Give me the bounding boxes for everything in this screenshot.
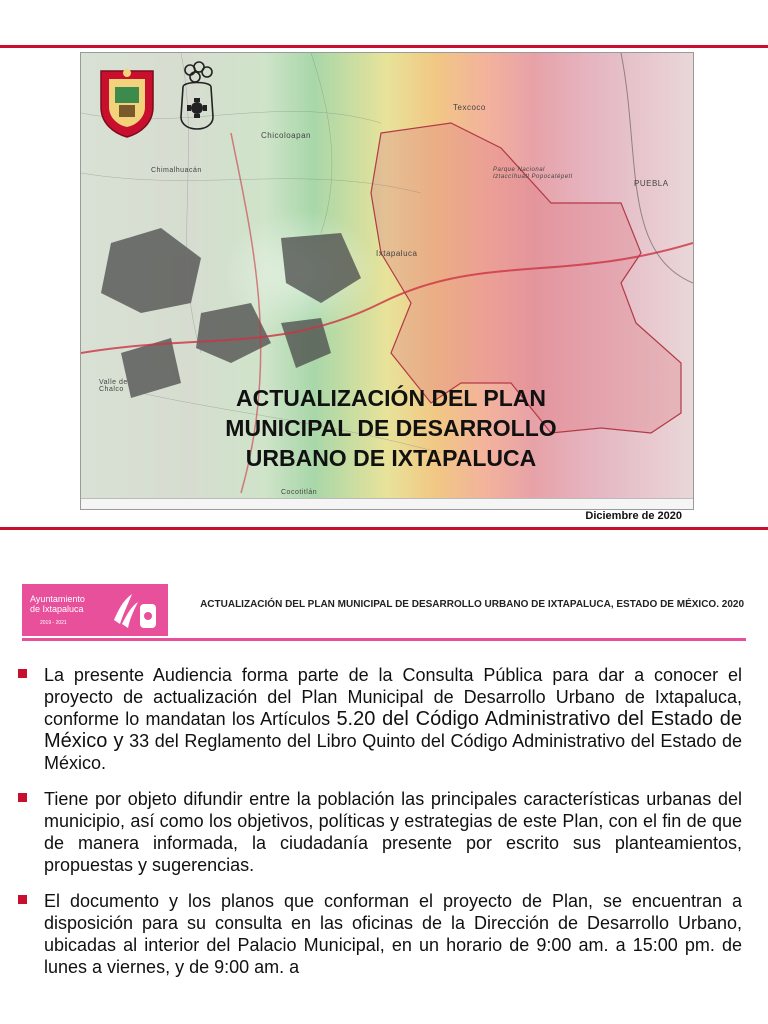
cover-title: ACTUALIZACIÓN DEL PLAN MUNICIPAL DE DESARROLLO URBANO DE IXTAPALUCA — [225, 385, 557, 471]
bullet-1-text-a: La presente Audiencia forma parte de la Consulta Pública para dar a conocer el proyecto de actualización del Plan Municipal de Desarrollo Urbano de Ixtapaluca, conforme lo mandatan los Artículos — [44, 665, 742, 729]
logo-line1: Ayuntamiento — [30, 594, 85, 604]
map-label-chimalhuacan: Chimalhuacán — [151, 167, 202, 174]
square-bullet-icon — [18, 895, 27, 904]
map-coordinate-ticks — [81, 498, 693, 509]
bullet-2-text: Tiene por objeto difundir entre la población las principales características urbanas del municipio, así como los objetivos, políticas y estrategias de este Plan, con el fin de que de manera informada, la ciudadanía presente por escrito sus planteamientos, propuestas y sugerencias. — [44, 789, 742, 875]
top-rule — [0, 45, 768, 48]
bullet-list — [18, 664, 742, 992]
logo-years: 2019 - 2021 — [40, 620, 67, 626]
bullet-item — [18, 788, 742, 876]
ayuntamiento-logo — [22, 584, 168, 636]
map-label-chicoloapan: Chicoloapan — [261, 131, 311, 140]
bullet-1-text-b: 5.20 del Código Administrativo del Estado de México y — [44, 708, 742, 752]
map-label-puebla: PUEBLA — [634, 179, 669, 188]
header-rule — [22, 638, 746, 641]
bottom-rule — [0, 527, 768, 530]
square-bullet-icon — [18, 669, 27, 678]
square-bullet-icon — [18, 793, 27, 802]
map-label-ixtapaluca: Ixtapaluca — [376, 249, 418, 258]
logo-text — [30, 594, 85, 614]
bullet-1-text-c: 33 del Reglamento del Libro Quinto del Código Administrativo del Estado de México. — [44, 731, 742, 773]
bullet-3-text: El documento y los planos que conforman el proyecto de Plan, se encuentran a disposición para su consulta en las oficinas de la Dirección de Desarrollo Urbano, ubicadas al interior del Palacio Municipal, en un horario de 9:00 am. a 15:00 pm. de lunes a viernes, y de 9:00 am. a — [44, 891, 742, 977]
map-label-texcoco: Texcoco — [453, 103, 486, 112]
map-label-parque: Parque Nacional Iztaccíhuatl Popocatépetl — [493, 167, 573, 180]
map-label-valle-de-chalco: Valle de Chalco — [99, 379, 128, 393]
estado-de-mexico-crest-icon — [95, 63, 159, 139]
bullet-item — [18, 664, 742, 774]
slide-header: ACTUALIZACIÓN DEL PLAN MUNICIPAL DE DESARROLLO URBANO DE IXTAPALUCA, ESTADO DE MÉXICO. 2020 — [200, 599, 744, 610]
ixtapaluca-flame-icon — [110, 590, 160, 632]
map-image — [80, 52, 694, 510]
bullet-item — [18, 890, 742, 978]
logo-line2: de Ixtapaluca — [30, 604, 84, 614]
cover-date: Diciembre de 2020 — [585, 510, 682, 522]
map-label-cocotitlan: Cocotitlán — [281, 489, 318, 496]
ixtapaluca-glyph-icon — [173, 61, 221, 143]
content-slide — [0, 560, 768, 1024]
